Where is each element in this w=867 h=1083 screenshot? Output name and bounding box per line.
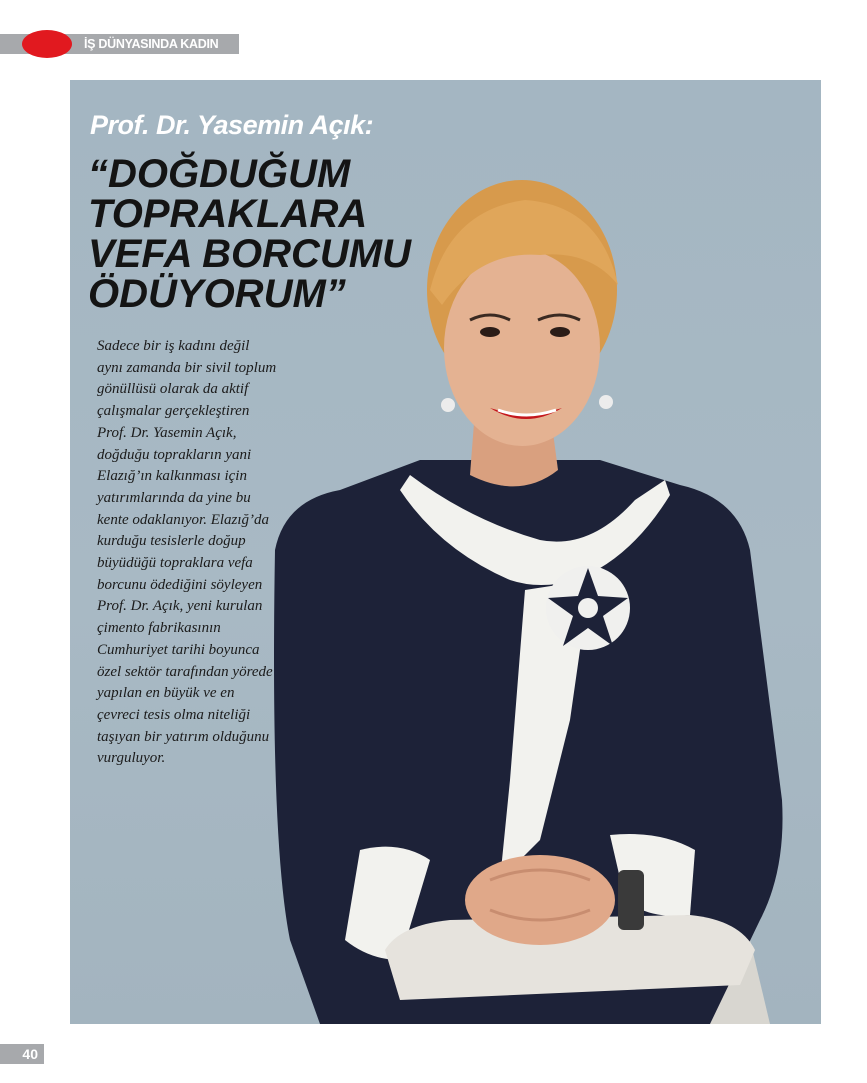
headline-line: ÖDÜYORUM”: [88, 272, 346, 316]
headline-line: TOPRAKLARA: [88, 192, 368, 236]
article-headline: [88, 154, 411, 314]
article-kicker: Prof. Dr. Yasemin Açık:: [90, 110, 374, 140]
section-label: İŞ DÜNYASINDA KADIN: [84, 37, 219, 51]
headline-line: “DOĞDUĞUM: [88, 152, 351, 196]
article-lede: Sadece bir iş kadını değil aynı zamanda bir sivil toplum gönüllüsü olarak da aktif çalışmalar gerçekleştiren Prof. Dr. Yasemin Açık, doğduğu toprakların yani Elazığ’ın kalkınması için yatırımlarında da yine bu kente odaklanıyor. Elazığ’da kurduğu tesislerle doğup büyüdüğü topraklara vefa borcunu ödediğini söyleyen Prof. Dr. Açık, yeni kurulan çimento fabrikasının Cumhuriyet tarihi boyunca özel sektör tarafından yörede yapılan en büyük ve en çevreci tesis olma niteliği taşıyan bir yatırım olduğunu vurguluyor.: [97, 338, 277, 767]
page-number: 40: [0, 1044, 44, 1064]
headline-line: VEFA BORCUMU: [88, 232, 411, 276]
portrait-photo-panel: [70, 80, 821, 1024]
section-marker-oval: [22, 30, 72, 58]
